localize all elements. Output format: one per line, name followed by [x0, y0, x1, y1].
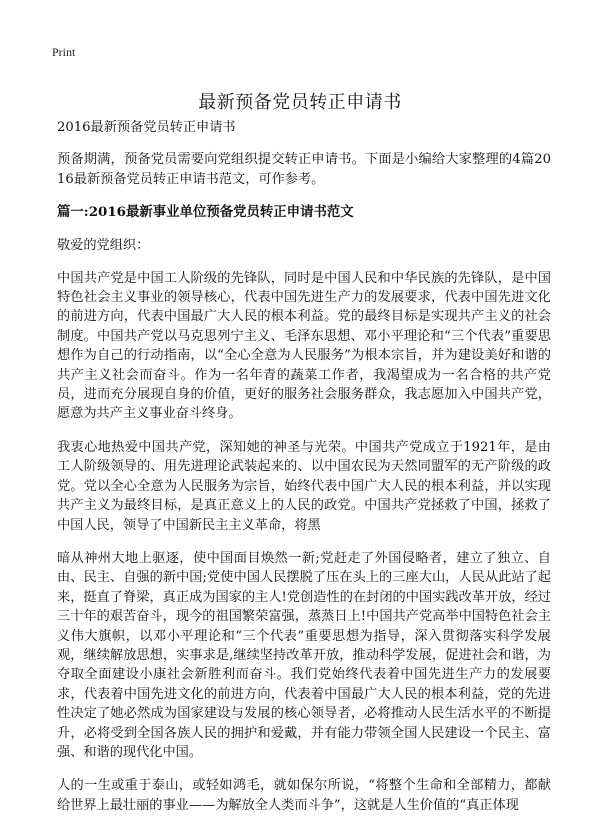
document-title: 最新预备党员转正申请书: [198, 92, 402, 114]
body-paragraph-3: 暗从神州大地上驱逐，使中国面目焕然一新;党赶走了外国侵略者，建立了独立、自由、民主、自强的新中国;党使中国人民摆脱了压在头上的三座大山，人民从此站了起来，挺直了脊梁，真正成为国家的主人!党创造性的在封闭的中国实践改革开放，经过三十年的艰苦奋斗，现今的祖国繁荣富强，蒸蒸日上!中国共产党高举中国特色社会主义伟大旗帜，以邓小平理论和“三个代表”重要思想为指导，深入贯彻落实科学发展观，继续解放思想，实事求是,继续坚持改革开放，推动科学发展，促进社会和谐，为夺取全面建设小康社会新胜利而奋斗。我们党始终代表着中国先进生产力的发展要求，代表着中国先进文化的前进方向，代表着中国最广大人民的根本利益，党的先进性决定了她必然成为国家建设与发展的核心领导者，必将推动人民生活水平的不断提升，必将受到全国各族人民的拥护和爱戴，并有能力带领全国人民建设一个民主、富强、和谐的现代化中国。: [57, 550, 551, 760]
body-paragraph-2: 我衷心地热爱中国共产党，深知她的神圣与光荣。中国共产党成立于1921年，是由工人阶级领导的、用先进理论武装起来的、以中国农民为天然同盟军的无产阶级的政党。党以全心全意为人民服务为宗旨，始终代表中国广大人民的根本利益，并以实现共产主义为最终目标，是真正意义上的人民的政党。中国共产党拯救了中国，拯救了中国人民，领导了中国新民主主义革命，将黑: [57, 439, 551, 533]
intro-paragraph: 预备期满，预备党员需要向党组织提交转正申请书。下面是小编给大家整理的4篇2016最新预备党员转正申请书范文，可作参考。: [57, 152, 551, 187]
body-paragraph-4: 人的一生或重于泰山，或轻如鸿毛，就如保尔所说，“将整个生命和全部精力，都献给世界上最壮丽的事业——为解放全人类而斗争”，这就是人生价值的“真正体现: [57, 778, 551, 813]
greeting: 敬爱的党组织：: [57, 238, 150, 254]
document-body: [57, 118, 551, 828]
document-subtitle: 2016最新预备党员转正申请书: [57, 120, 236, 135]
print-link[interactable]: Print: [52, 45, 76, 59]
body-paragraph-1: 中国共产党是中国工人阶级的先锋队，同时是中国人民和中华民族的先锋队，是中国特色社会主义事业的领导核心，代表中国先进生产力的发展要求，代表中国先进文化的前进方向，代表中国最广大人民的根本利益。党的最终目标是实现共产主义的社会制度。中国共产党以马克思列宁主义、毛泽东思想、邓小平理论和“三个代表”重要思想作为自己的行动指南，以“全心全意为人民服务”为根本宗旨，并为建设美好和谐的共产主义社会而奋斗。作为一名年青的蔬菜工作者，我渴望成为一名合格的共产党员，进而充分展现自身的价值，更好的服务社会服务群众，我志愿加入中国共产党，愿意为共产主义事业奋斗终身。: [57, 270, 551, 422]
section-heading: 篇一:2016最新事业单位预备党员转正申请书范文: [57, 204, 354, 221]
